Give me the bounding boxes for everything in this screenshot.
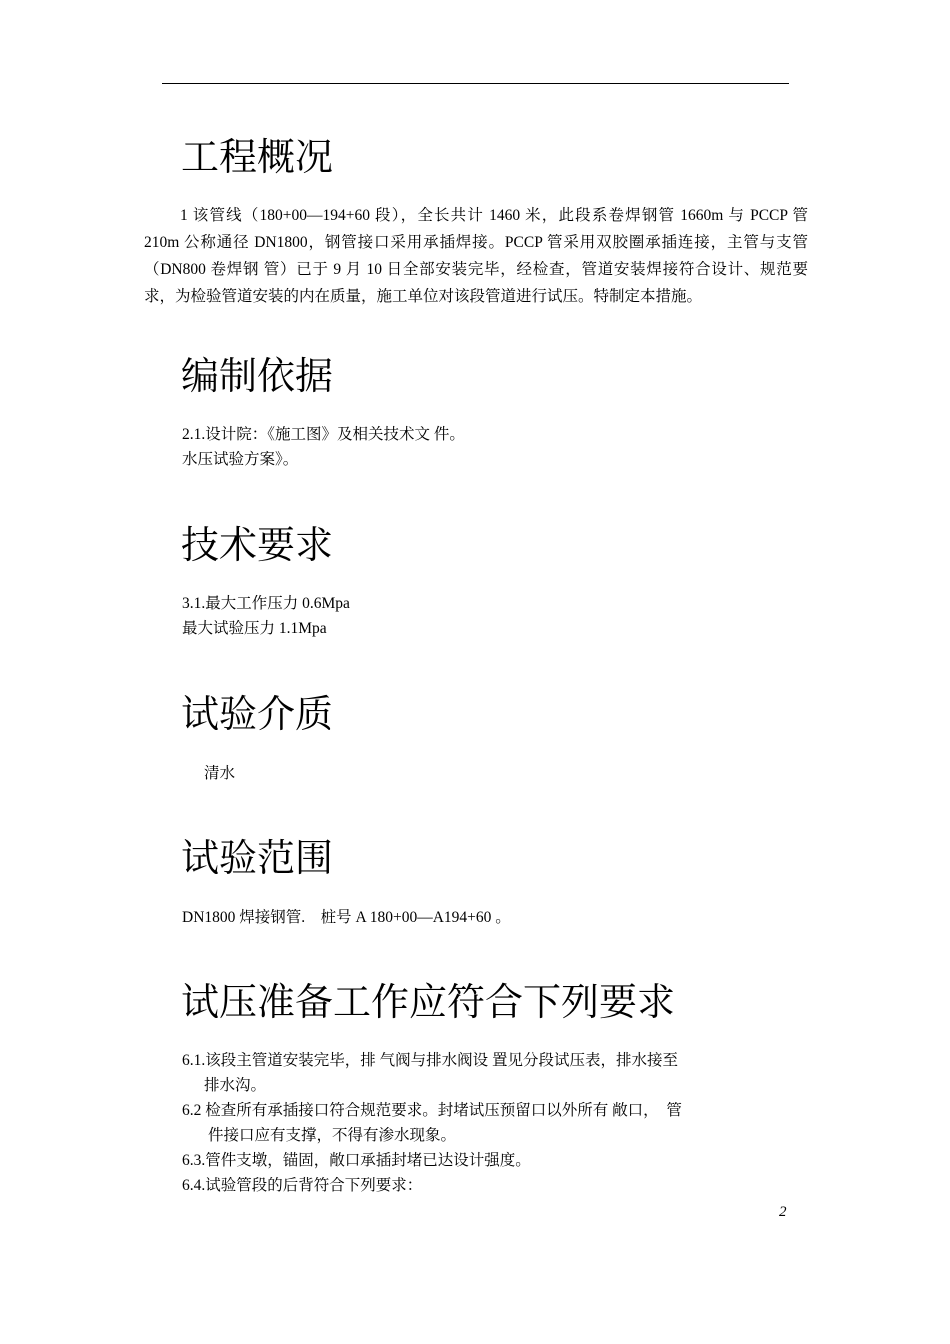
medium-text: 清水 (204, 765, 236, 782)
page-number: 2 (779, 1204, 787, 1220)
section-heading-basis: 编制依据 (181, 354, 334, 398)
prep-item-2-cont: 件接口应有支撑，不得有渗水现象。 (208, 1127, 457, 1144)
section-heading-scope: 试验范围 (181, 836, 334, 880)
section-heading-tech: 技术要求 (181, 523, 334, 567)
tech-line-2: 最大试验压力 1.1Mpa (182, 620, 327, 637)
tech-line-1: 3.1.最大工作压力 0.6Mpa (182, 595, 350, 612)
prep-item-2: 6.2 检查所有承插接口符合规范要求。封堵试压预留口以外所有 敞口， 管 (182, 1102, 682, 1119)
section-heading-overview: 工程概况 (181, 135, 334, 179)
prep-item-1: 6.1.该段主管道安装完毕，排 气阀与排水阀设 置见分段试压表，排水接至 (182, 1052, 679, 1069)
header-rule (162, 83, 789, 84)
prep-item-4: 6.4.试验管段的后背符合下列要求： (182, 1177, 423, 1194)
basis-line-2: 水压试验方案》。 (182, 451, 299, 468)
overview-paragraph: 1 该管线（180+00—194+60 段），全长共计 1460 米，此段系卷焊钢管 1660m 与 PCCP 管 210m 公称通径 DN1800，钢管接口采用承插焊接。PCCP 管采用双胶圈承插连接，主管与支管（DN800 卷焊钢 管）已于 9 月 10 日全部安装完毕，经检查，管道安装焊接符合设计、规范要求，为检验管道安装的内在质量，施工单位对该段管道进行试压。特制定本措施。 (144, 207, 808, 305)
prep-item-3: 6.3.管件支墩，锚固，敞口承插封堵已达设计强度。 (182, 1152, 531, 1169)
prep-item-1-cont: 排水沟。 (204, 1077, 267, 1094)
preparation-list (182, 1048, 742, 1198)
section-heading-medium: 试验介质 (181, 692, 334, 736)
section-heading-preparation: 试压准备工作应符合下列要求 (181, 980, 676, 1024)
scope-text: DN1800 焊接钢管. 桩号 A 180+00—A194+60 。 (182, 909, 511, 926)
basis-line-1: 2.1.设计院：《施工图》及相关技术文 件。 (182, 426, 465, 443)
